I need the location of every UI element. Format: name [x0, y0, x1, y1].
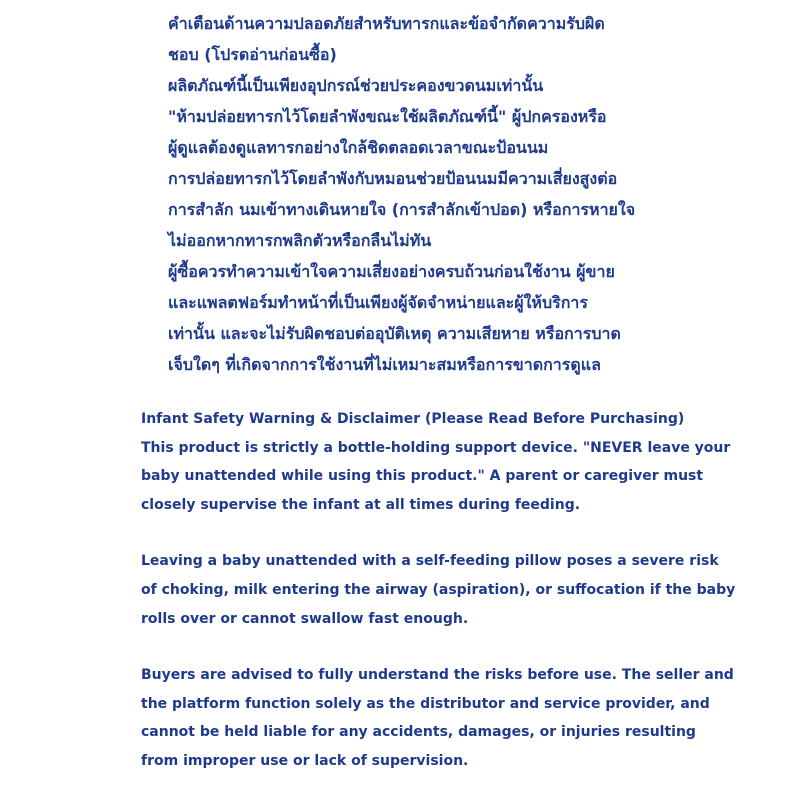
- thai-text-line: เจ็บใดๆ ที่เกิดจากการใช้งานที่ไม่เหมาะสมหรือการขาดการดูแล: [168, 355, 601, 374]
- english-text-line: cannot be held liable for any accidents, damages, or injuries resulting: [141, 724, 696, 741]
- thai-text-line: และแพลตฟอร์มทำหน้าที่เป็นเพียงผู้จัดจำหน่ายและผู้ให้บริการ: [168, 293, 588, 312]
- english-text-line: This product is strictly a bottle-holding support device. "NEVER leave your: [141, 439, 731, 456]
- thai-text-line: "ห้ามปล่อยทารกไว้โดยลำพังขณะใช้ผลิตภัณฑ์นี้" ผู้ปกครองหรือ: [168, 107, 607, 126]
- english-paragraph-risk: [141, 547, 781, 633]
- thai-text-line: การสำลัก นมเข้าทางเดินหายใจ (การสำลักเข้าปอด) หรือการหายใจ: [168, 200, 636, 219]
- thai-text-line: ผู้ซื้อควรทำความเข้าใจความเสี่ยงอย่างครบถ้วนก่อนใช้งาน ผู้ขาย: [168, 262, 615, 281]
- english-paragraph-liability: [141, 661, 781, 775]
- thai-text-line: ไม่ออกหากทารกพลิกตัวหรือกลืนไม่ทัน: [168, 231, 432, 250]
- english-paragraph-intro: [141, 405, 781, 519]
- english-text-line: from improper use or lack of supervision.: [141, 752, 469, 769]
- thai-text-line: ผลิตภัณฑ์นี้เป็นเพียงอุปกรณ์ช่วยประคองขวดนมเท่านั้น: [168, 76, 544, 95]
- thai-text-line: ผู้ดูแลต้องดูแลทารกอย่างใกล้ชิดตลอดเวลาขณะป้อนนม: [168, 138, 549, 157]
- thai-warning-section: [168, 8, 768, 380]
- english-text-line: Leaving a baby unattended with a self-feeding pillow poses a severe risk: [141, 553, 719, 570]
- english-text-line: Buyers are advised to fully understand the risks before use. The seller and: [141, 667, 734, 684]
- thai-warning-title-line-1: คำเตือนด้านความปลอดภัยสำหรับทารกและข้อจำกัดความรับผิด: [168, 14, 605, 33]
- english-text-line: of choking, milk entering the airway (aspiration), or suffocation if the baby: [141, 581, 736, 598]
- thai-warning-title-line-2: ชอบ (โปรดอ่านก่อนซื้อ): [168, 45, 337, 64]
- english-warning-section: [141, 405, 781, 804]
- english-text-line: closely supervise the infant at all times during feeding.: [141, 496, 581, 513]
- english-text-line: baby unattended while using this product." A parent or caregiver must: [141, 468, 704, 485]
- english-text-line: rolls over or cannot swallow fast enough.: [141, 610, 469, 627]
- thai-text-line: เท่านั้น และจะไม่รับผิดชอบต่ออุบัติเหตุ ความเสียหาย หรือการบาด: [168, 324, 621, 343]
- thai-text-line: การปล่อยทารกไว้โดยลำพังกับหมอนช่วยป้อนนมมีความเสี่ยงสูงต่อ: [168, 169, 618, 188]
- english-text-line: the platform function solely as the distributor and service provider, and: [141, 695, 710, 712]
- english-warning-title: Infant Safety Warning & Disclaimer (Please Read Before Purchasing): [141, 411, 685, 427]
